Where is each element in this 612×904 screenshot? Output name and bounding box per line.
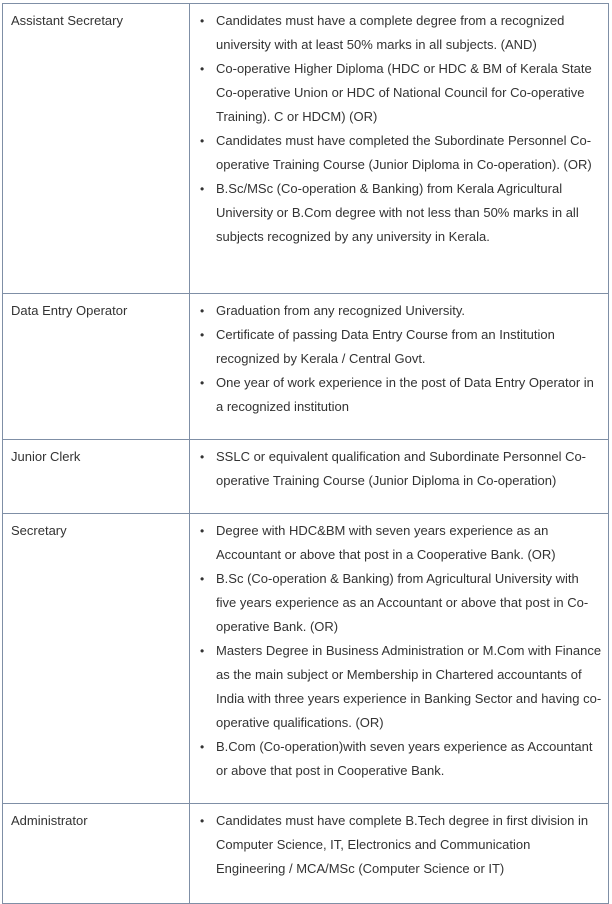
table-row (3, 804, 609, 904)
bullet-icon: • (200, 572, 205, 586)
table-row (3, 440, 609, 514)
post-name: Assistant Secretary (3, 4, 190, 294)
requirements-list (190, 519, 602, 783)
requirements-cell (190, 804, 609, 904)
list-item (200, 809, 602, 881)
bullet-icon: • (200, 376, 205, 390)
list-item (200, 9, 602, 57)
bullet-icon: • (200, 814, 205, 828)
list-item (200, 177, 602, 249)
bullet-icon: • (200, 328, 205, 342)
bullet-icon: • (200, 524, 205, 538)
requirement-text: B.Sc (Co-operation & Banking) from Agricultural University with five years experience as an Accountant or above that post in Co-operative Bank. (OR) (216, 571, 589, 634)
post-name: Data Entry Operator (3, 294, 190, 440)
bullet-icon: • (200, 644, 205, 658)
list-item (200, 567, 602, 639)
requirements-list (190, 9, 602, 249)
requirement-text: Graduation from any recognized University. (216, 303, 466, 318)
table-row (3, 514, 609, 804)
requirements-list (190, 809, 602, 881)
post-name: Secretary (3, 514, 190, 804)
requirement-text: One year of work experience in the post of Data Entry Operator in a recognized institution (216, 375, 594, 414)
list-item (200, 323, 602, 371)
requirement-text: Certificate of passing Data Entry Course from an Institution recognized by Kerala / Central Govt. (216, 327, 555, 366)
bullet-icon: • (200, 304, 205, 318)
requirement-text: Candidates must have a complete degree from a recognized university with at least 50% marks in all subjects. (AND) (216, 13, 565, 52)
requirements-list (190, 299, 602, 419)
requirement-text: Co-operative Higher Diploma (HDC or HDC & BM of Kerala State Co-operative Union or HDC of National Council for Co-operative Training). C or HDCM) (OR) (216, 61, 592, 124)
list-item (200, 445, 602, 493)
requirement-text: SSLC or equivalent qualification and Subordinate Personnel Co-operative Training Course (Junior Diploma in Co-operation) (216, 449, 587, 488)
requirements-cell (190, 514, 609, 804)
requirement-text: Candidates must have completed the Subordinate Personnel Co-operative Training Course (Junior Diploma in Co-operation). (OR) (216, 133, 592, 172)
list-item (200, 735, 602, 783)
bullet-icon: • (200, 450, 205, 464)
post-name: Administrator (3, 804, 190, 904)
bullet-icon: • (200, 14, 205, 28)
bullet-icon: • (200, 62, 205, 76)
bullet-icon: • (200, 182, 205, 196)
qualification-table (2, 3, 609, 904)
requirement-text: Masters Degree in Business Administration or M.Com with Finance as the main subject or Membership in Chartered accountants of India with three years experience in Banking Sector and having co-operative qualifications. (OR) (216, 643, 602, 730)
table-row (3, 294, 609, 440)
requirements-cell (190, 4, 609, 294)
requirements-cell (190, 294, 609, 440)
table-row (3, 4, 609, 294)
list-item (200, 299, 602, 323)
requirement-text: B.Sc/MSc (Co-operation & Banking) from Kerala Agricultural University or B.Com degree with not less than 50% marks in all subjects recognized by any university in Kerala. (216, 181, 579, 244)
bullet-icon: • (200, 740, 205, 754)
list-item (200, 129, 602, 177)
requirements-list (190, 445, 602, 493)
list-item (200, 371, 602, 419)
requirement-text: B.Com (Co-operation)with seven years experience as Accountant or above that post in Cooperative Bank. (216, 739, 593, 778)
post-name: Junior Clerk (3, 440, 190, 514)
requirements-cell (190, 440, 609, 514)
list-item (200, 519, 602, 567)
bullet-icon: • (200, 134, 205, 148)
list-item (200, 639, 602, 735)
list-item (200, 57, 602, 129)
requirement-text: Degree with HDC&BM with seven years experience as an Accountant or above that post in a Cooperative Bank. (OR) (216, 523, 556, 562)
requirement-text: Candidates must have complete B.Tech degree in first division in Computer Science, IT, Electronics and Communication Engineering / MCA/MSc (Computer Science or IT) (216, 813, 589, 876)
